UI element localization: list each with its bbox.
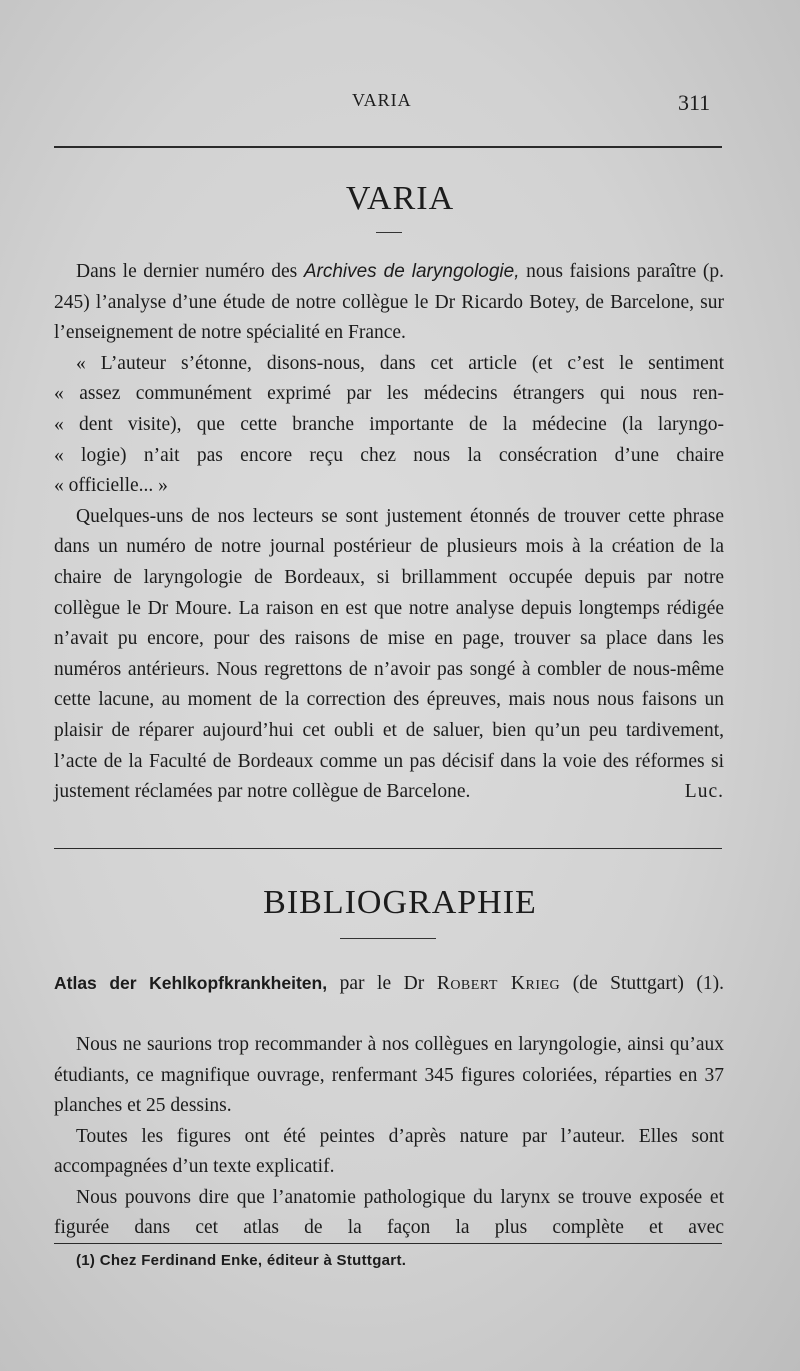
header-rule xyxy=(54,146,722,148)
book-title: Atlas der Kehlkopfkrankheiten, xyxy=(54,973,328,993)
biblio-paragraph: Nous ne saurions trop recommander à nos collègues en laryngologie, ainsi qu’aux étudiants, ce magnifique ouvrage, renfermant 345 figures coloriées, réparties en 37 planches et 25 dessins. xyxy=(54,1034,724,1116)
biblio-paragraph: Nous pouvons dire que l’anatomie pathologique du larynx se trouve exposée et figurée dans cet atlas de la façon la plus complète et avec xyxy=(54,1186,724,1238)
quote-line: « dent visite), que cette branche importante de la médecine (la laryngo- xyxy=(54,413,724,435)
footnote: (1) Chez Ferdinand Enke, éditeur à Stuttgart. xyxy=(76,1252,407,1269)
varia-title-rule xyxy=(376,232,402,233)
varia-paragraph-2: Quelques-uns de nos lecteurs se sont justement étonnés de trouver cette phrase dans un numéro de notre journal postérieur de plusieurs mois à la création de la chaire de laryngologie de Bordeaux, si brillamment occupée depuis par notre collègue le Dr Moure. La raison en est que notre analyse depuis longtemps rédigée n’avait pu encore, pour des raisons de mise en page, trouver sa place dans les numéros antérieurs. Nous regrettons de n’avoir pas songé à combler de nous-même cette lacune, au moment de la correction des épreuves, mais nous nous faisons un plaisir de réparer aujourd’hui cet oubli et de saluer, bien qu’un peu tardivement, l’acte de la Faculté de Bordeaux comme un pas décisif dans la voie des réformes si justement réclamées par notre collègue de Barcelone. xyxy=(54,505,724,803)
running-title: VARIA xyxy=(352,90,412,110)
quote-line: « assez communément exprimé par les médecins étrangers qui nous ren- xyxy=(54,383,724,405)
running-head xyxy=(0,90,800,120)
varia-title: VARIA xyxy=(345,180,455,217)
bibliographie-title-rule xyxy=(340,938,436,939)
bibliographie-title: BIBLIOGRAPHIE xyxy=(263,884,537,921)
varia-body xyxy=(54,257,724,808)
biblio-paragraph: Toutes les figures ont été peintes d’après nature par l’auteur. Elles sont accompagnées d’un texte explicatif. xyxy=(54,1125,724,1177)
varia-paragraph-1: Dans le dernier numéro des Archives de laryngologie, nous faisions paraître (p. 245) l’analyse d’une étude de notre collègue le Dr Ricardo Botey, de Barcelone, sur l’enseignement de notre spécialité en France. xyxy=(54,261,724,344)
footnote-rule xyxy=(54,1243,722,1244)
bibliographie-body xyxy=(54,1030,724,1244)
quote-line: « officielle... » xyxy=(54,475,168,497)
signature: Luc. xyxy=(684,781,724,803)
section-divider-rule xyxy=(54,848,722,849)
journal-title: Archives de laryngologie, xyxy=(303,261,520,282)
quote-line: « L’auteur s’étonne, disons-nous, dans cet article (et c’est le sentiment xyxy=(76,352,724,374)
page-number: 311 xyxy=(678,90,711,115)
book-author: Robert Krieg xyxy=(436,973,561,994)
book-heading: Atlas der Kehlkopfkrankheiten, par le Dr Robert Krieg (de Stuttgart) (1). xyxy=(54,973,724,994)
quote-line: « logie) n’ait pas encore reçu chez nous la consécration d’une chaire xyxy=(54,444,724,466)
